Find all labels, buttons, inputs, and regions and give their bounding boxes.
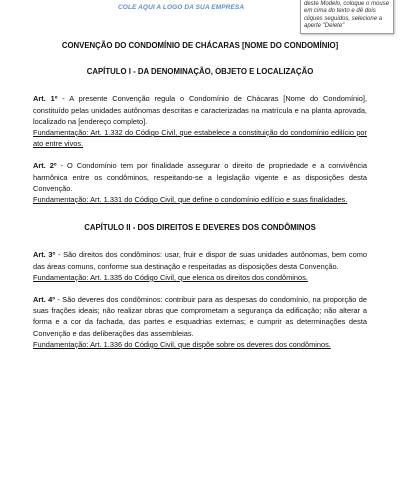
document-body [33, 40, 367, 361]
article-2-fundamentacao: Fundamentação: Art. 1.331 do Código Civil, que define o condomínio edilício e suas finalidades. [33, 195, 348, 205]
article-4-fundamentacao: Fundamentação: Art. 1.336 do Código Civil, que dispõe sobre os deveres dos condôminos. [33, 339, 331, 349]
article-2-text [33, 160, 367, 194]
article-3-text [33, 249, 367, 271]
document-title: CONVENÇÃO DO CONDOMÍNIO DE CHÁCARAS [NOME DO CONDOMÍNIO] [61, 41, 339, 50]
article-4-text [33, 294, 367, 339]
article-3-fundamentacao: Fundamentação: Art. 1.335 do Código Civil, que elenca os direitos dos condôminos. [33, 272, 308, 282]
article-1-fundamentacao: Fundamentação: Art. 1.332 do Código Civil, que estabelece a constituição do condomínio edilício por ato entre vivos. [33, 128, 367, 149]
article-1-body: - A presente Convenção regula o Condomínio de Chácaras [Nome do Condomínio], constituído pelas unidades autônomas descritas e caracterizadas na matrícula e na planta aprovada, localizado na [endereço completo]. [33, 94, 367, 126]
logo-placeholder[interactable]: COLE AQUI A LOGO DA SUA EMPRESA [118, 4, 245, 11]
chapter-1-title: CAPÍTULO I - DA DENOMINAÇÃO, OBJETO E LOCALIZAÇÃO [86, 67, 314, 77]
article-4-number: Art. 4º [33, 295, 55, 305]
article-4 [33, 294, 367, 350]
article-1 [33, 93, 367, 149]
article-3-body: - São direitos dos condôminos: usar, fruir e dispor de suas unidades autônomas, bem como das áreas comuns, conforme sua destinação e respeitadas as disposições desta Convenção. [33, 250, 367, 271]
article-2-body: - O Condomínio tem por finalidade assegurar o direito de propriedade e a convivência harmônica entre os condôminos, respeitando-se a legislação vigente e as disposições desta Convenção. [33, 161, 368, 193]
article-4-body: - São deveres dos condôminos: contribuir para as despesas do condomínio, na proporção de suas frações ideais; não realizar obras que comprometam a segurança da edificação; não alterar a forma e a cor da fachada, das partes e esquadrias externas; e cumprir as determinações desta Convenção e das deliberações das assembleias. [33, 295, 367, 338]
article-3-number: Art. 3º [33, 250, 56, 260]
chapter-2-title: CAPÍTULO II - DOS DIREITOS E DEVERES DOS CONDÔMINOS [84, 223, 316, 233]
article-1-number: Art. 1º [33, 94, 58, 104]
article-3 [33, 249, 367, 283]
article-2-number: Art. 2º [33, 161, 57, 171]
article-1-text [33, 93, 367, 127]
instruction-note: deste Modelo, coloque o mouse em cima do texto e dê dois cliques seguidos, selecione a aperte "Delete" [300, 0, 394, 34]
article-2 [33, 160, 367, 205]
